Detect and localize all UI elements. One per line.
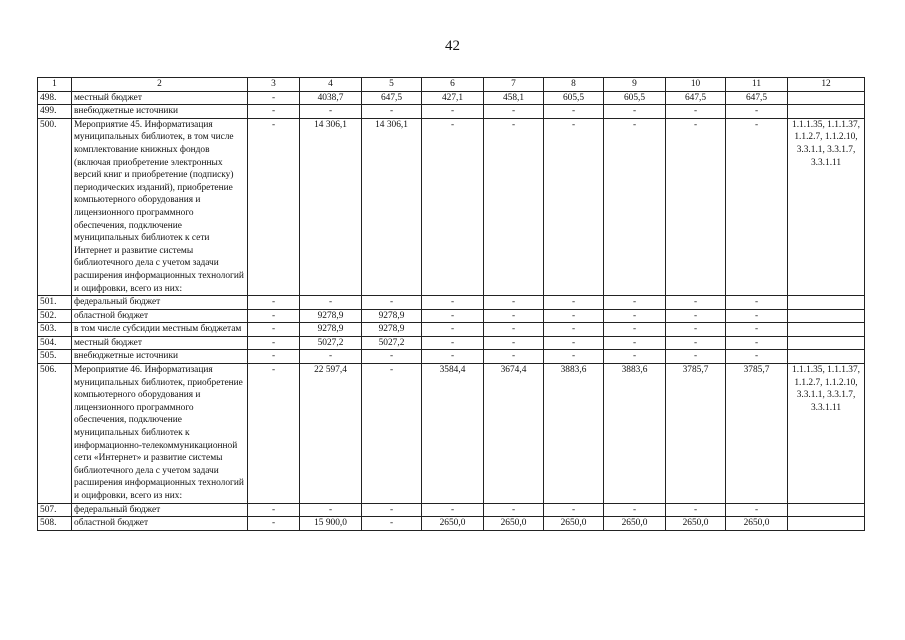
row-number-cell: 507. xyxy=(38,503,72,517)
value-cell: 4038,7 xyxy=(300,91,362,105)
value-cell: 14 306,1 xyxy=(362,118,422,295)
value-cell: - xyxy=(422,105,484,119)
indicator-codes-cell xyxy=(788,91,865,105)
value-cell: 3584,4 xyxy=(422,364,484,504)
header-cell: 3 xyxy=(248,78,300,92)
value-cell: - xyxy=(604,309,666,323)
value-cell: 427,1 xyxy=(422,91,484,105)
value-cell: 2650,0 xyxy=(422,517,484,531)
value-cell: - xyxy=(300,503,362,517)
value-cell: - xyxy=(666,503,726,517)
indicator-codes-cell: 1.1.1.35, 1.1.1.37, 1.1.2.7, 1.1.2.10, 3.3.1.1, 3.3.1.7, 3.3.1.11 xyxy=(788,364,865,504)
row-number-cell: 499. xyxy=(38,105,72,119)
value-cell: - xyxy=(544,323,604,337)
value-cell: - xyxy=(248,309,300,323)
value-cell: 647,5 xyxy=(726,91,788,105)
table-row xyxy=(38,517,865,531)
value-cell: - xyxy=(362,350,422,364)
value-cell: - xyxy=(422,336,484,350)
row-name-cell: федеральный бюджет xyxy=(72,503,248,517)
value-cell: 2650,0 xyxy=(604,517,666,531)
value-cell: - xyxy=(726,296,788,310)
value-cell: - xyxy=(248,503,300,517)
row-number-cell: 501. xyxy=(38,296,72,310)
value-cell: 14 306,1 xyxy=(300,118,362,295)
value-cell: 9278,9 xyxy=(300,323,362,337)
value-cell: - xyxy=(544,336,604,350)
header-cell: 4 xyxy=(300,78,362,92)
row-name-cell: областной бюджет xyxy=(72,309,248,323)
value-cell: 3883,6 xyxy=(604,364,666,504)
value-cell: 647,5 xyxy=(666,91,726,105)
value-cell: - xyxy=(362,503,422,517)
row-name-cell: местный бюджет xyxy=(72,91,248,105)
value-cell: 2650,0 xyxy=(726,517,788,531)
value-cell: - xyxy=(300,296,362,310)
row-number-cell: 502. xyxy=(38,309,72,323)
row-number-cell: 498. xyxy=(38,91,72,105)
table-row xyxy=(38,336,865,350)
value-cell: - xyxy=(362,105,422,119)
header-cell: 10 xyxy=(666,78,726,92)
value-cell: 22 597,4 xyxy=(300,364,362,504)
value-cell: 9278,9 xyxy=(362,323,422,337)
value-cell: - xyxy=(604,105,666,119)
value-cell: 5027,2 xyxy=(362,336,422,350)
value-cell: - xyxy=(666,350,726,364)
value-cell: - xyxy=(484,296,544,310)
table-row xyxy=(38,364,865,504)
table-row xyxy=(38,118,865,295)
table-body xyxy=(38,78,865,531)
value-cell: - xyxy=(362,364,422,504)
row-number-cell: 508. xyxy=(38,517,72,531)
table-row xyxy=(38,91,865,105)
value-cell: - xyxy=(248,118,300,295)
table-row xyxy=(38,296,865,310)
value-cell: - xyxy=(484,309,544,323)
value-cell: - xyxy=(248,364,300,504)
value-cell: - xyxy=(422,296,484,310)
value-cell: 3785,7 xyxy=(666,364,726,504)
value-cell: - xyxy=(484,323,544,337)
row-number-cell: 505. xyxy=(38,350,72,364)
value-cell: - xyxy=(604,350,666,364)
value-cell: - xyxy=(544,296,604,310)
indicator-codes-cell xyxy=(788,296,865,310)
value-cell: 9278,9 xyxy=(362,309,422,323)
indicator-codes-cell xyxy=(788,517,865,531)
header-cell: 8 xyxy=(544,78,604,92)
value-cell: - xyxy=(604,323,666,337)
header-cell: 5 xyxy=(362,78,422,92)
value-cell: 3883,6 xyxy=(544,364,604,504)
value-cell: - xyxy=(484,118,544,295)
value-cell: - xyxy=(726,118,788,295)
value-cell: - xyxy=(666,105,726,119)
value-cell: - xyxy=(422,323,484,337)
value-cell: - xyxy=(604,336,666,350)
value-cell: - xyxy=(726,336,788,350)
indicator-codes-cell xyxy=(788,350,865,364)
table-row xyxy=(38,323,865,337)
value-cell: - xyxy=(484,350,544,364)
value-cell: - xyxy=(248,323,300,337)
table-row xyxy=(38,503,865,517)
value-cell: - xyxy=(604,296,666,310)
budget-table xyxy=(37,77,865,531)
indicator-codes-cell xyxy=(788,105,865,119)
value-cell: 605,5 xyxy=(604,91,666,105)
value-cell: - xyxy=(726,323,788,337)
value-cell: - xyxy=(248,517,300,531)
indicator-codes-cell xyxy=(788,323,865,337)
value-cell: - xyxy=(544,105,604,119)
value-cell: - xyxy=(422,350,484,364)
value-cell: - xyxy=(604,503,666,517)
row-number-cell: 500. xyxy=(38,118,72,295)
value-cell: 15 900,0 xyxy=(300,517,362,531)
value-cell: - xyxy=(484,105,544,119)
value-cell: 3674,4 xyxy=(484,364,544,504)
value-cell: 2650,0 xyxy=(484,517,544,531)
table-row xyxy=(38,105,865,119)
value-cell: - xyxy=(248,105,300,119)
row-name-cell: внебюджетные источники xyxy=(72,350,248,364)
value-cell: - xyxy=(362,517,422,531)
value-cell: - xyxy=(544,350,604,364)
value-cell: - xyxy=(484,503,544,517)
value-cell: - xyxy=(726,309,788,323)
value-cell: - xyxy=(422,118,484,295)
value-cell: - xyxy=(666,296,726,310)
value-cell: - xyxy=(248,296,300,310)
value-cell: - xyxy=(666,323,726,337)
page-number: 42 xyxy=(445,38,460,54)
value-cell: - xyxy=(422,503,484,517)
indicator-codes-cell: 1.1.1.35, 1.1.1.37, 1.1.2.7, 1.1.2.10, 3.3.1.1, 3.3.1.7, 3.3.1.11 xyxy=(788,118,865,295)
value-cell: 605,5 xyxy=(544,91,604,105)
value-cell: 458,1 xyxy=(484,91,544,105)
row-name-cell: областной бюджет xyxy=(72,517,248,531)
value-cell: - xyxy=(666,118,726,295)
row-name-cell: федеральный бюджет xyxy=(72,296,248,310)
header-cell: 9 xyxy=(604,78,666,92)
value-cell: - xyxy=(544,503,604,517)
value-cell: - xyxy=(362,296,422,310)
value-cell: - xyxy=(248,350,300,364)
value-cell: - xyxy=(604,118,666,295)
header-cell: 1 xyxy=(38,78,72,92)
value-cell: 3785,7 xyxy=(726,364,788,504)
value-cell: - xyxy=(726,503,788,517)
row-number-cell: 504. xyxy=(38,336,72,350)
value-cell: - xyxy=(544,309,604,323)
value-cell: - xyxy=(248,336,300,350)
value-cell: 2650,0 xyxy=(544,517,604,531)
table-row xyxy=(38,350,865,364)
value-cell: - xyxy=(422,309,484,323)
row-name-cell: местный бюджет xyxy=(72,336,248,350)
row-number-cell: 506. xyxy=(38,364,72,504)
value-cell: 2650,0 xyxy=(666,517,726,531)
value-cell: - xyxy=(726,105,788,119)
value-cell: - xyxy=(484,336,544,350)
value-cell: 9278,9 xyxy=(300,309,362,323)
indicator-codes-cell xyxy=(788,309,865,323)
value-cell: - xyxy=(726,350,788,364)
header-cell: 6 xyxy=(422,78,484,92)
value-cell: 647,5 xyxy=(362,91,422,105)
header-cell: 7 xyxy=(484,78,544,92)
value-cell: - xyxy=(248,91,300,105)
header-row xyxy=(38,78,865,92)
row-name-cell: Мероприятие 46. Информатизация муниципальных библиотек, приобретение компьютерного оборудования и лицензионного программного обеспечения, подключение муниципальных библиотек к информационно-телекоммуникационной сети «Интернет» и развитие системы библиотечного дела с учетом задачи расширения информационных технологий и оцифровки, всего из них: xyxy=(72,364,248,504)
value-cell: - xyxy=(666,336,726,350)
table-row xyxy=(38,309,865,323)
row-name-cell: в том числе субсидии местным бюджетам xyxy=(72,323,248,337)
header-cell: 2 xyxy=(72,78,248,92)
header-cell: 12 xyxy=(788,78,865,92)
indicator-codes-cell xyxy=(788,336,865,350)
header-cell: 11 xyxy=(726,78,788,92)
value-cell: - xyxy=(544,118,604,295)
value-cell: - xyxy=(666,309,726,323)
value-cell: - xyxy=(300,105,362,119)
row-name-cell: внебюджетные источники xyxy=(72,105,248,119)
row-number-cell: 503. xyxy=(38,323,72,337)
value-cell: 5027,2 xyxy=(300,336,362,350)
value-cell: - xyxy=(300,350,362,364)
indicator-codes-cell xyxy=(788,503,865,517)
row-name-cell: Мероприятие 45. Информатизация муниципальных библиотек, в том числе комплектование книжных фондов (включая приобретение электронных версий книг и приобретение (подписку) периодических изданий), приобретение компьютерного оборудования и лицензионного программного обеспечения, подключение муниципальных библиотек к сети Интернет и развитие системы библиотечного дела с учетом задачи расширения информационных технологий и оцифровки, всего из них: xyxy=(72,118,248,295)
